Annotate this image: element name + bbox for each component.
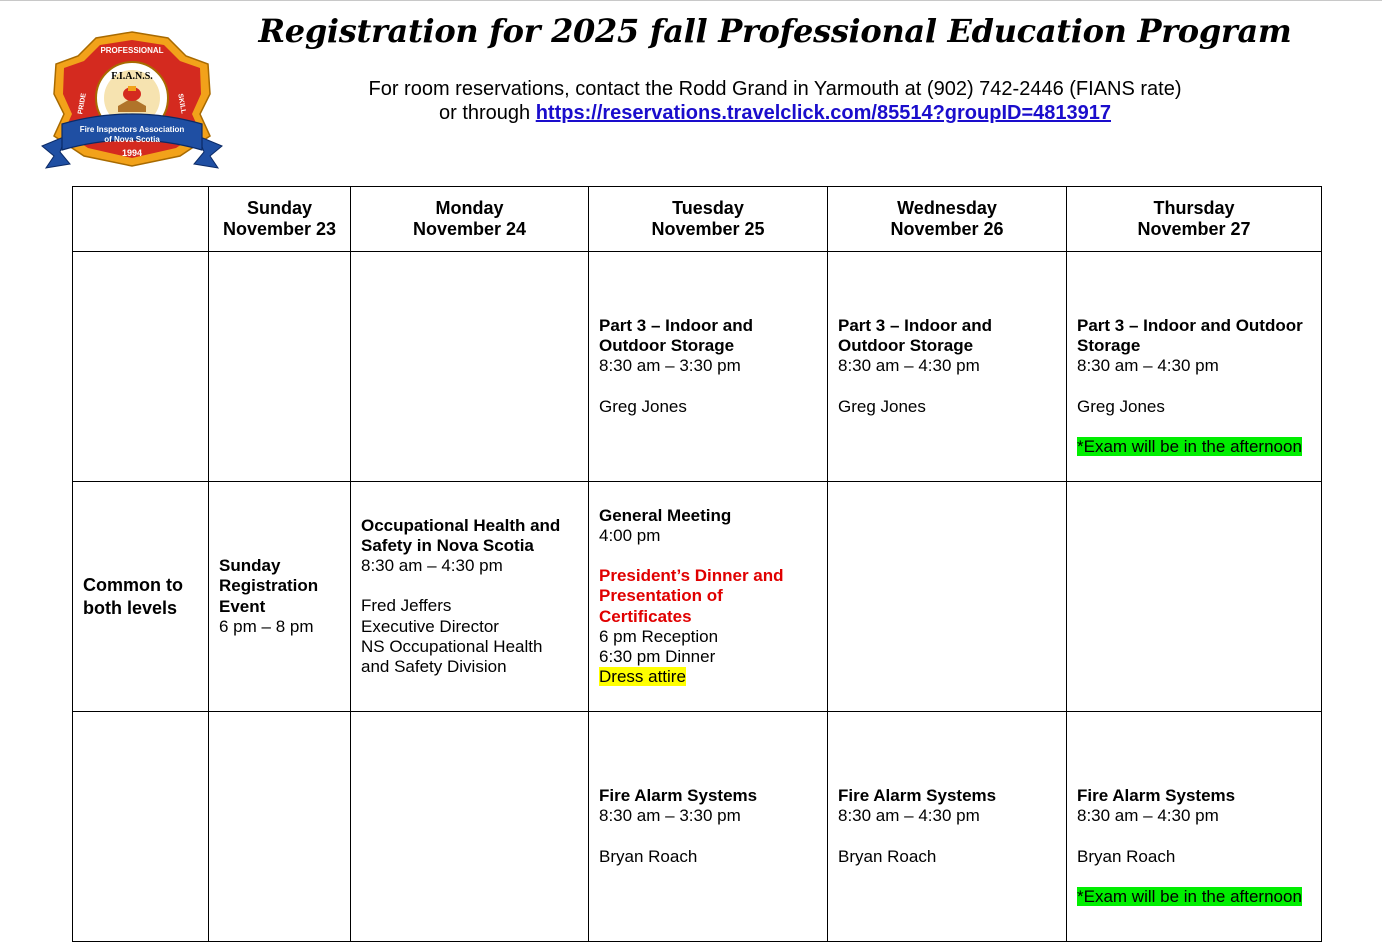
meeting-title: General Meeting [599, 505, 732, 525]
session-cell [828, 712, 1067, 942]
dinner-time: 6:30 pm Dinner [599, 647, 716, 666]
session-time: 8:30 am – 3:30 pm [599, 356, 741, 376]
session-time: 8:30 am – 4:30 pm [1077, 356, 1219, 376]
session-title: Occupational Health and [361, 515, 561, 535]
day-label: Tuesday [672, 198, 744, 218]
day-label: Wednesday [897, 198, 997, 218]
table-row [73, 252, 1322, 482]
session-title: Storage [1077, 336, 1141, 355]
session-title: Part 3 – Indoor and Outdoor Storage [838, 316, 992, 356]
session-instructor: Greg Jones [1077, 396, 1165, 416]
session-title: Fire Alarm Systems [1077, 785, 1236, 805]
event-title: Registration [219, 576, 319, 596]
session-title: Fire Alarm Systems [599, 786, 758, 806]
speaker-org: NS Occupational Health [361, 636, 543, 656]
reservation-link-line [230, 102, 1320, 125]
session-time: 8:30 am – 4:30 pm [838, 806, 980, 826]
logo-left-text: PRIDE [77, 92, 88, 115]
date-label: November 27 [1137, 219, 1251, 239]
empty-cell [1067, 482, 1322, 712]
empty-cell [828, 482, 1067, 712]
session-time: 8:30 am – 3:30 pm [599, 806, 741, 826]
empty-cell [209, 712, 351, 942]
speaker-name: Fred Jeffers [361, 596, 452, 616]
empty-cell [351, 252, 589, 482]
day-label: Sunday [246, 198, 312, 218]
column-header-tuesday [589, 187, 828, 252]
session-instructor: Bryan Roach [599, 846, 698, 866]
logo-abbr: F.I.A.N.S. [111, 71, 153, 82]
session-cell [589, 482, 828, 712]
meeting-time: 4:00 pm [599, 525, 661, 545]
date-label: November 24 [412, 219, 527, 239]
session-time: 8:30 am – 4:30 pm [838, 356, 980, 376]
column-header-monday [351, 187, 589, 252]
header-empty-cell [73, 187, 209, 252]
dinner-title: Certificates [599, 606, 692, 626]
logo-top-text: PROFESSIONAL [100, 46, 164, 55]
session-title: Part 3 – Indoor and Outdoor Storage [599, 316, 753, 356]
column-header-wednesday [828, 187, 1067, 252]
event-title: Event [219, 596, 266, 616]
session-instructor: Greg Jones [838, 396, 926, 416]
session-cell [828, 252, 1067, 482]
date-label: November 23 [222, 219, 337, 239]
reception-time: 6 pm Reception [599, 626, 719, 646]
row-label-cell [73, 712, 209, 942]
session-title: Part 3 – Indoor and Outdoor [1077, 315, 1303, 335]
logo-banner-line2: of Nova Scotia [104, 135, 160, 144]
table-row [73, 482, 1322, 712]
link-prefix: or through [438, 102, 531, 124]
session-cell [589, 712, 828, 942]
exam-note: *Exam will be in the afternoon [1077, 436, 1302, 456]
logo-year: 1994 [121, 148, 143, 158]
logo-banner-line1: Fire Inspectors Association [79, 125, 185, 134]
row-label: both levels [83, 597, 178, 618]
dinner-title: Presentation of [599, 586, 723, 606]
dinner-title: President’s Dinner and [599, 566, 784, 586]
speaker-org: and Safety Division [361, 657, 507, 677]
fians-logo [40, 28, 224, 172]
table-row [73, 712, 1322, 942]
session-cell [1067, 252, 1322, 482]
dress-code-note: Dress attire [599, 667, 686, 687]
session-instructor: Greg Jones [599, 396, 687, 416]
header-row [73, 187, 1322, 252]
date-label: November 25 [651, 219, 765, 239]
session-title: Safety in Nova Scotia [361, 535, 534, 555]
page-title: Registration for 2025 fall Professional Education Program [258, 12, 1292, 50]
empty-cell [351, 712, 589, 942]
row-label-cell [73, 252, 209, 482]
date-label: November 26 [890, 219, 1004, 239]
session-time: 8:30 am – 4:30 pm [1077, 806, 1219, 826]
session-cell [351, 482, 589, 712]
logo-right-text: SKILL [176, 93, 187, 115]
top-border-line [0, 0, 1382, 1]
session-cell [1067, 712, 1322, 942]
session-cell [209, 482, 351, 712]
column-header-thursday [1067, 187, 1322, 252]
reservation-info: For room reservations, contact the Rodd Grand in Yarmouth at (902) 742-2446 (FIANS rate) [368, 78, 1182, 100]
event-time: 6 pm – 8 pm [219, 616, 314, 636]
session-time: 8:30 am – 4:30 pm [361, 556, 503, 576]
empty-cell [209, 252, 351, 482]
row-label-cell [73, 482, 209, 712]
reservation-link[interactable]: https://reservations.travelclick.com/85514?groupID=4813917 [535, 102, 1111, 124]
schedule-table [72, 186, 1322, 942]
session-instructor: Bryan Roach [838, 846, 937, 866]
speaker-role: Executive Director [361, 616, 499, 636]
session-title: Fire Alarm Systems [838, 786, 997, 806]
session-cell [589, 252, 828, 482]
column-header-sunday [209, 187, 351, 252]
event-title: Sunday [219, 556, 281, 576]
row-label: Common to [83, 574, 183, 595]
exam-note: *Exam will be in the afternoon [1077, 886, 1302, 906]
day-label: Monday [435, 198, 504, 218]
day-label: Thursday [1153, 198, 1235, 218]
session-instructor: Bryan Roach [1077, 846, 1176, 866]
